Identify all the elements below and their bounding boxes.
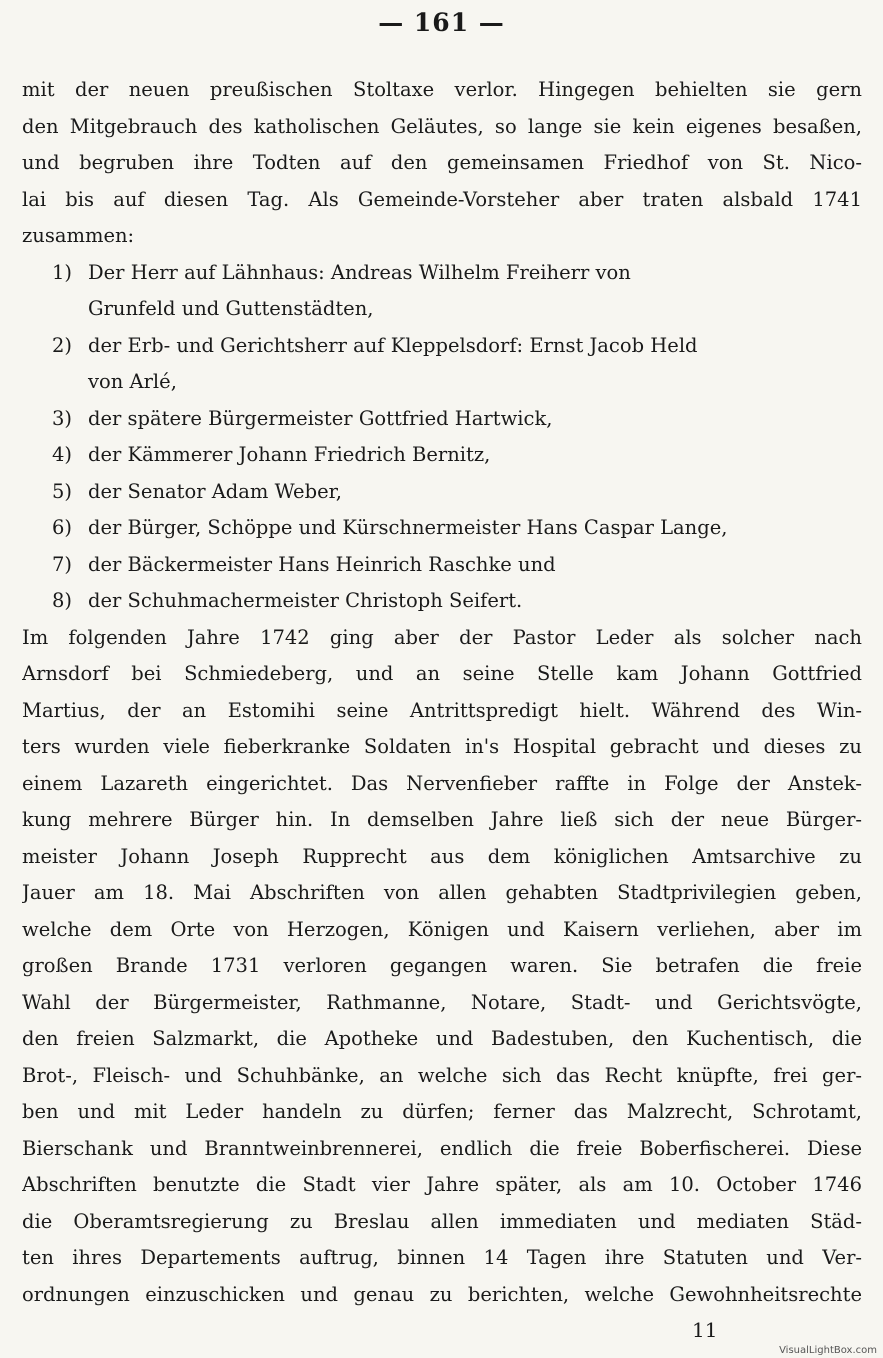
text-line: kung mehrere Bürger hin. In demselben Jahre ließ sich der neue Bürger- — [22, 808, 862, 831]
list-item: 8) der Schuhmachermeister Christoph Seifert. — [52, 589, 523, 612]
list-item: 5) der Senator Adam Weber, — [52, 479, 342, 503]
text-line: Brot-, Fleisch- und Schuhbänke, an welche sich das Recht knüpfte, frei ger- — [22, 1063, 862, 1087]
text-line: den freien Salzmarkt, die Apotheke und Badestuben, den Kuchentisch, die — [22, 1027, 862, 1050]
list-item: 3) der spätere Bürgermeister Gottfried Hartwick, — [52, 406, 553, 430]
list-item: 1) Der Herr auf Lähnhaus: Andreas Wilhelm Freiherr von — [52, 260, 631, 284]
text-line: ben und mit Leder handeln zu dürfen; ferner das Malzrecht, Schrotamt, — [22, 1100, 862, 1123]
list-item: 2) der Erb- und Gerichtsherr auf Kleppelsdorf: Ernst Jacob Held — [52, 333, 698, 357]
text-line: Abschriften benutzte die Stadt vier Jahre später, als am 10. October 1746 — [22, 1173, 862, 1196]
text-line: den Mitgebrauch des katholischen Geläutes, so lange sie kein eigenes besaßen, — [22, 114, 862, 138]
text-line: welche dem Orte von Herzogen, Königen und Kaisern verliehen, aber im — [22, 917, 862, 941]
list-item-continuation: Grunfeld und Guttenstädten, — [88, 297, 374, 320]
text-line: mit der neuen preußischen Stoltaxe verlor. Hingegen behielten sie gern — [22, 78, 862, 101]
text-line: einem Lazareth eingerichtet. Das Nervenfieber raffte in Folge der Anstek- — [22, 771, 862, 795]
text-line: meister Johann Joseph Rupprecht aus dem königlichen Amtsarchive zu — [22, 844, 862, 868]
text-line: die Oberamtsregierung zu Breslau allen immediaten und mediaten Städ- — [22, 1209, 862, 1233]
text-line: lai bis auf diesen Tag. Als Gemeinde-Vorsteher aber traten alsbald 1741 — [22, 187, 862, 211]
text-line: Martius, der an Estomihi seine Antrittspredigt hielt. Während des Win- — [22, 698, 862, 722]
page-text — [22, 72, 862, 1313]
page-number: — 161 — — [378, 8, 505, 37]
text-line: Wahl der Bürgermeister, Rathmanne, Notare, Stadt- und Gerichtsvögte, — [22, 990, 862, 1014]
text-line: und begruben ihre Todten auf den gemeinsamen Friedhof von St. Nico- — [22, 151, 862, 174]
text-line: großen Brande 1731 verloren gegangen waren. Sie betrafen die freie — [22, 954, 862, 977]
list-item: 4) der Kämmerer Johann Friedrich Bernitz, — [52, 443, 491, 466]
text-line: zusammen: — [22, 224, 135, 247]
signature-mark: 11 — [692, 1318, 718, 1342]
text-line: Im folgenden Jahre 1742 ging aber der Pastor Leder als solcher nach — [22, 625, 862, 649]
text-line: Arnsdorf bei Schmiedeberg, und an seine Stelle kam Johann Gottfried — [22, 662, 862, 685]
list-item-continuation: von Arlé, — [88, 370, 177, 393]
list-item: 6) der Bürger, Schöppe und Kürschnermeister Hans Caspar Lange, — [52, 516, 728, 539]
list-item: 7) der Bäckermeister Hans Heinrich Raschke und — [52, 552, 556, 576]
text-line: ordnungen einzuschicken und genau zu berichten, welche Gewohnheitsrechte — [22, 1282, 862, 1306]
text-line: Bierschank und Branntweinbrennerei, endlich die freie Boberfischerei. Diese — [22, 1136, 862, 1160]
text-line: ters wurden viele fieberkranke Soldaten in's Hospital gebracht und dieses zu — [22, 735, 862, 758]
text-line: Jauer am 18. Mai Abschriften von allen gehabten Stadtprivilegien geben, — [22, 881, 862, 904]
watermark: VisualLightBox.com — [779, 1345, 877, 1356]
board-member-list — [22, 255, 862, 620]
text-line: ten ihres Departements auftrug, binnen 14 Tagen ihre Statuten und Ver- — [22, 1246, 862, 1269]
